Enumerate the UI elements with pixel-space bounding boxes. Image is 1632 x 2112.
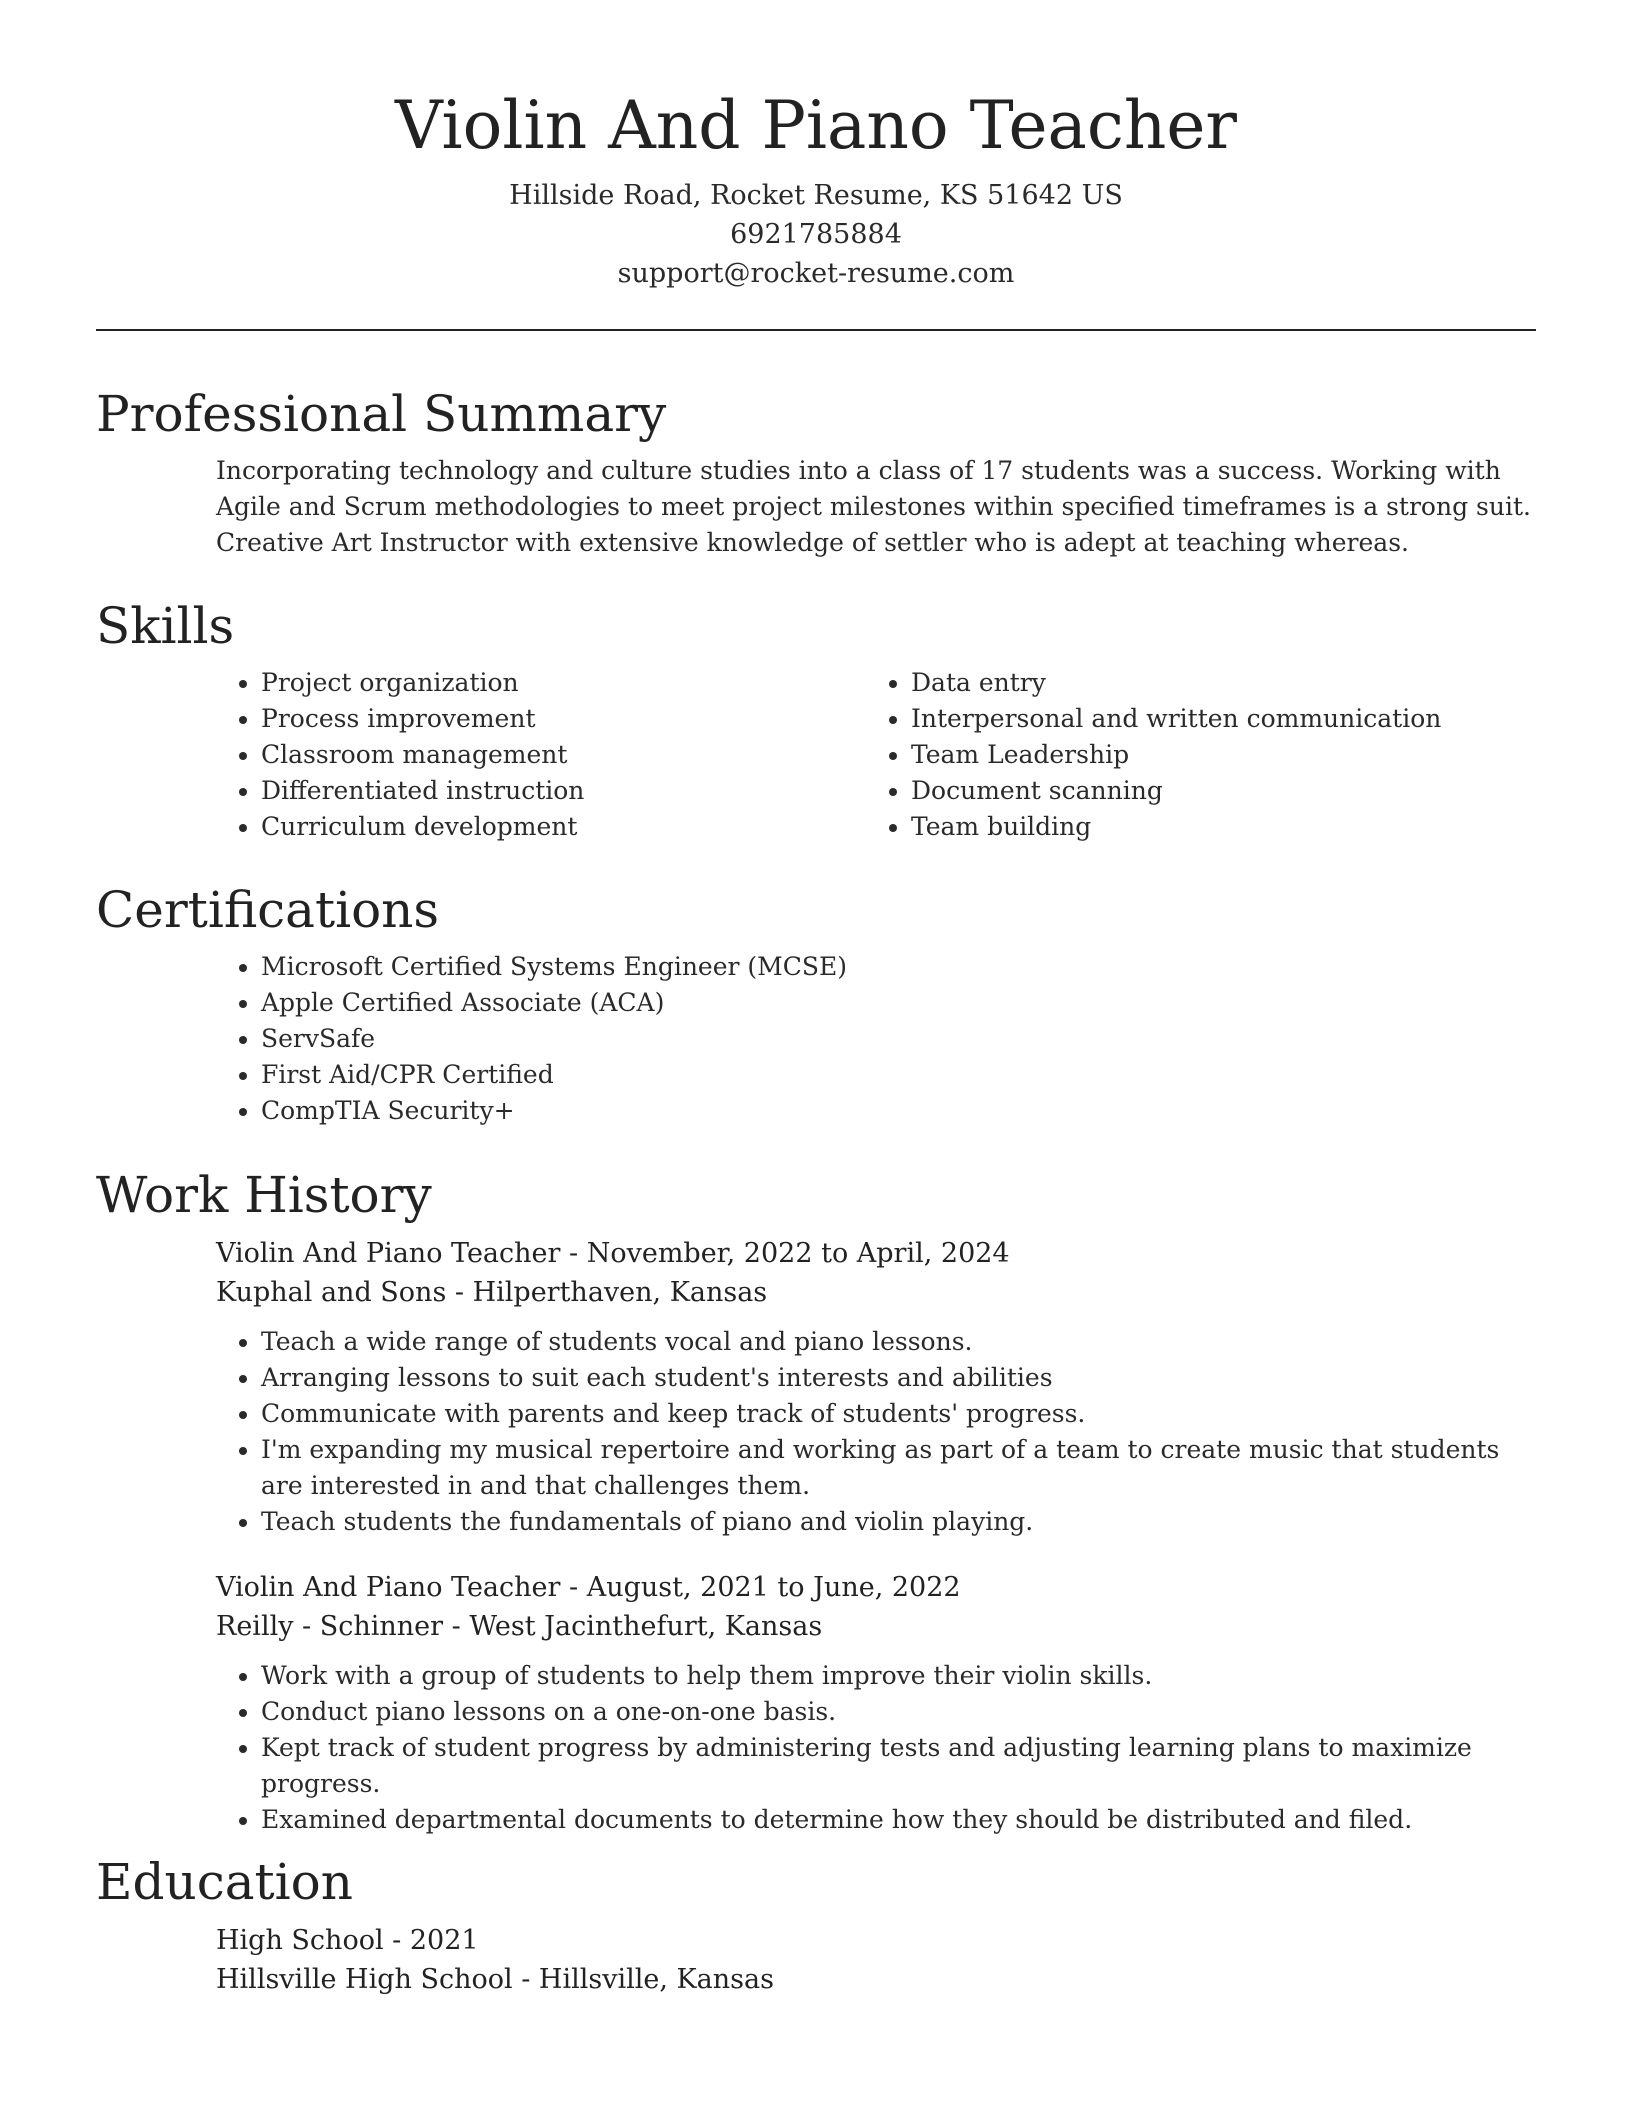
phone: 6921785884	[730, 219, 902, 250]
skills-column-right	[866, 665, 1516, 845]
skills-title: Skills	[96, 597, 235, 655]
resume-header	[96, 0, 1536, 331]
job-entry	[216, 1568, 1536, 1838]
skill-item: • Classroom management	[261, 737, 866, 773]
header-divider	[96, 329, 1536, 331]
address: Hillside Road, Rocket Resume, KS 51642 US	[509, 180, 1123, 211]
skill-item: • Document scanning	[911, 773, 1516, 809]
certification-item: • Microsoft Certified Systems Engineer (MCSE)	[261, 949, 1536, 985]
skill-item: • Data entry	[911, 665, 1516, 701]
skills-column-left	[216, 665, 866, 845]
skill-item: • Differentiated instruction	[261, 773, 866, 809]
degree-year: High School - 2021	[216, 1925, 479, 1956]
skill-item: • Project organization	[261, 665, 866, 701]
summary-body	[216, 453, 1536, 561]
job-bullet: • Arranging lessons to suit each student's interests and abilities	[261, 1360, 1536, 1396]
job-bullet: • Work with a group of students to help them improve their violin skills.	[261, 1658, 1536, 1694]
education-section	[96, 1851, 1536, 1999]
certification-item: • Apple Certified Associate (ACA)	[261, 985, 1536, 1021]
job-bullets	[216, 1324, 1536, 1540]
job-title-dates: Violin And Piano Teacher - November, 2022 to April, 2024	[216, 1238, 1010, 1269]
certification-item: • ServSafe	[261, 1021, 1536, 1057]
summary-section	[96, 383, 1536, 561]
work-history-section	[96, 1164, 1536, 1838]
skill-item: • Team building	[911, 809, 1516, 845]
certification-item: • First Aid/CPR Certified	[261, 1057, 1536, 1093]
summary-title: Professional Summary	[96, 385, 667, 443]
job-employer-location: Reilly - Schinner - West Jacinthefurt, Kansas	[216, 1611, 823, 1642]
job-bullet: • Conduct piano lessons on a one-on-one basis.	[261, 1694, 1536, 1730]
job-bullet: • Teach a wide range of students vocal and piano lessons.	[261, 1324, 1536, 1360]
job-title-dates: Violin And Piano Teacher - August, 2021 to June, 2022	[216, 1572, 961, 1603]
certifications-list	[216, 949, 1536, 1129]
candidate-name: Violin And Piano Teacher	[395, 87, 1237, 164]
job-employer-location: Kuphal and Sons - Hilperthaven, Kansas	[216, 1277, 768, 1308]
skills-grid	[216, 665, 1536, 845]
certifications-section	[96, 879, 1536, 1129]
job-entry	[216, 1234, 1536, 1540]
job-bullets	[216, 1658, 1536, 1838]
job-bullet: • Communicate with parents and keep track of students' progress.	[261, 1396, 1536, 1432]
contact-info	[96, 176, 1536, 293]
work-history-title: Work History	[96, 1166, 432, 1224]
skills-section	[96, 595, 1536, 845]
certifications-body	[216, 949, 1536, 1129]
job-bullet: • I'm expanding my musical repertoire and working as part of a team to create music that students are interested in and that challenges them.	[261, 1432, 1536, 1504]
skill-item: • Team Leadership	[911, 737, 1516, 773]
skill-item: • Process improvement	[261, 701, 866, 737]
skill-item: • Interpersonal and written communication	[911, 701, 1516, 737]
skills-list-left	[216, 665, 866, 845]
job-bullet: • Kept track of student progress by administering tests and adjusting learning plans to maximize progress.	[261, 1730, 1536, 1802]
certifications-title: Certifications	[96, 881, 440, 939]
summary-text: Incorporating technology and culture studies into a class of 17 students was a success. Working with Agile and Scrum methodologies to meet project milestones within specified timeframes is a strong suit. Creative Art Instructor with extensive knowledge of settler who is adept at teaching whereas.	[216, 456, 1531, 557]
email: support@rocket-resume.com	[617, 258, 1015, 289]
job-bullet: • Examined departmental documents to determine how they should be distributed and filed.	[261, 1802, 1536, 1838]
education-entry	[216, 1921, 1536, 1999]
school-location: Hillsville High School - Hillsville, Kansas	[216, 1964, 774, 1995]
certification-item: • CompTIA Security+	[261, 1093, 1536, 1129]
job-bullet: • Teach students the fundamentals of piano and violin playing.	[261, 1504, 1536, 1540]
resume-page	[96, 0, 1536, 1995]
skill-item: • Curriculum development	[261, 809, 866, 845]
skills-list-right	[866, 665, 1516, 845]
education-title: Education	[96, 1853, 353, 1911]
